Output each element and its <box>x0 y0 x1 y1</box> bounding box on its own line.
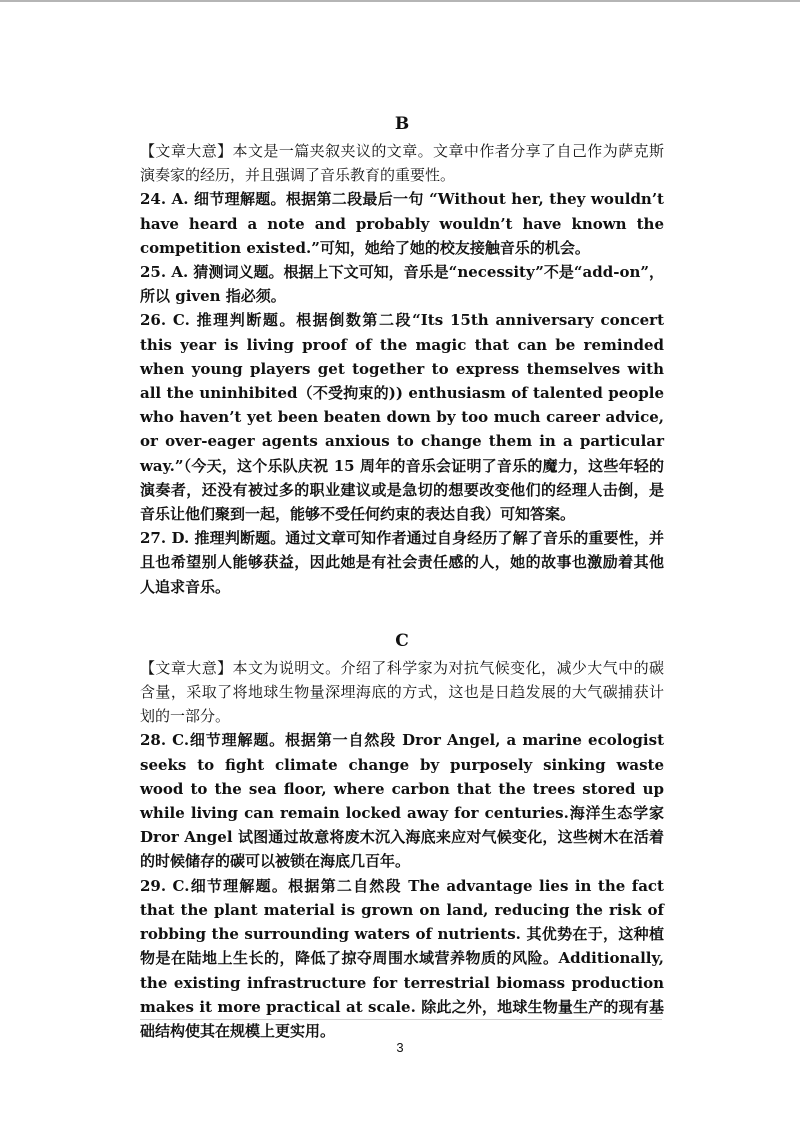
footer-divider <box>140 1019 662 1020</box>
answer-28: 28. C.细节理解题。根据第一自然段 Dror Angel, a marine ecologist seeks to fight climate change by purposely sinking waste wood to the sea floor, where carbon that the trees stored up while living can remain locked away for centuries.海洋生态学家 Dror Angel 试图通过故意将废木沉入海底来应对气候变化，这些树木在活着的时候储存的碳可以被锁在海底几百年。 <box>140 731 664 871</box>
answer-27: 27. D. 推理判断题。通过文章可知作者通过自身经历了解了音乐的重要性，并且也希望别人能够获益，因此她是有社会责任感的人，她的故事也激励着其他人追求音乐。 <box>140 529 664 596</box>
answer-26: 26. C. 推理判断题。根据倒数第二段“Its 15th anniversary concert this year is living proof of the magic that can be reminded when young players get together to express themselves with all the uninhibited（不受拘束的)) enthusiasm of talented people who haven’t yet been beaten down by too much career advice, or over-eager agents anxious to change them in a particular way.”（今天，这个乐队庆祝 15 周年的音乐会证明了音乐的魔力，这些年轻的演奏者，还没有被过多的职业建议或是急切的想要改变他们的经理人击倒，是音乐让他们聚到一起，能够不受任何约束的表达自我）可知答案。 <box>140 311 664 524</box>
page-number: 3 <box>396 1040 404 1055</box>
document-page <box>140 112 664 1043</box>
answer-29: 29. C.细节理解题。根据第二自然段 The advantage lies in the fact that the plant material is grown on land, reducing the risk of robbing the surrounding waters of nutrients. 其优势在于，这种植物是在陆地上生长的，降低了掠夺周围水域营养物质的风险。Additionally, the existing infrastructure for terrestrial biomass production makes it more practical at scale. 除此之外，地球生物量生产的现有基础结构使其在规模上更实用。 <box>140 876 664 1040</box>
top-border <box>0 0 800 2</box>
section-b <box>140 112 664 599</box>
section-b-heading: B <box>394 114 410 134</box>
section-c-main-idea: 【文章大意】本文为说明文。介绍了科学家为对抗气候变化，减少大气中的碳含量，采取了将地球生物量深埋海底的方式，这也是日趋发展的大气碳捕获计划的一部分。 <box>140 658 664 726</box>
section-b-main-idea: 【文章大意】本文是一篇夹叙夹议的文章。文章中作者分享了自己作为萨克斯演奏家的经历，并且强调了音乐教育的重要性。 <box>140 142 664 185</box>
section-c <box>140 629 664 1043</box>
answer-24: 24. A. 细节理解题。根据第二段最后一句 “Without her, they wouldn’t have heard a note and probably wouldn’t have known the competition existed.”可知，她给了她的校友接触音乐的机会。 <box>140 190 664 257</box>
section-c-heading: C <box>395 630 409 651</box>
section-spacer <box>140 599 664 627</box>
answer-25: 25. A. 猜测词义题。根据上下文可知，音乐是“necessity”不是“add-on”，所以 given 指必须。 <box>140 263 664 306</box>
